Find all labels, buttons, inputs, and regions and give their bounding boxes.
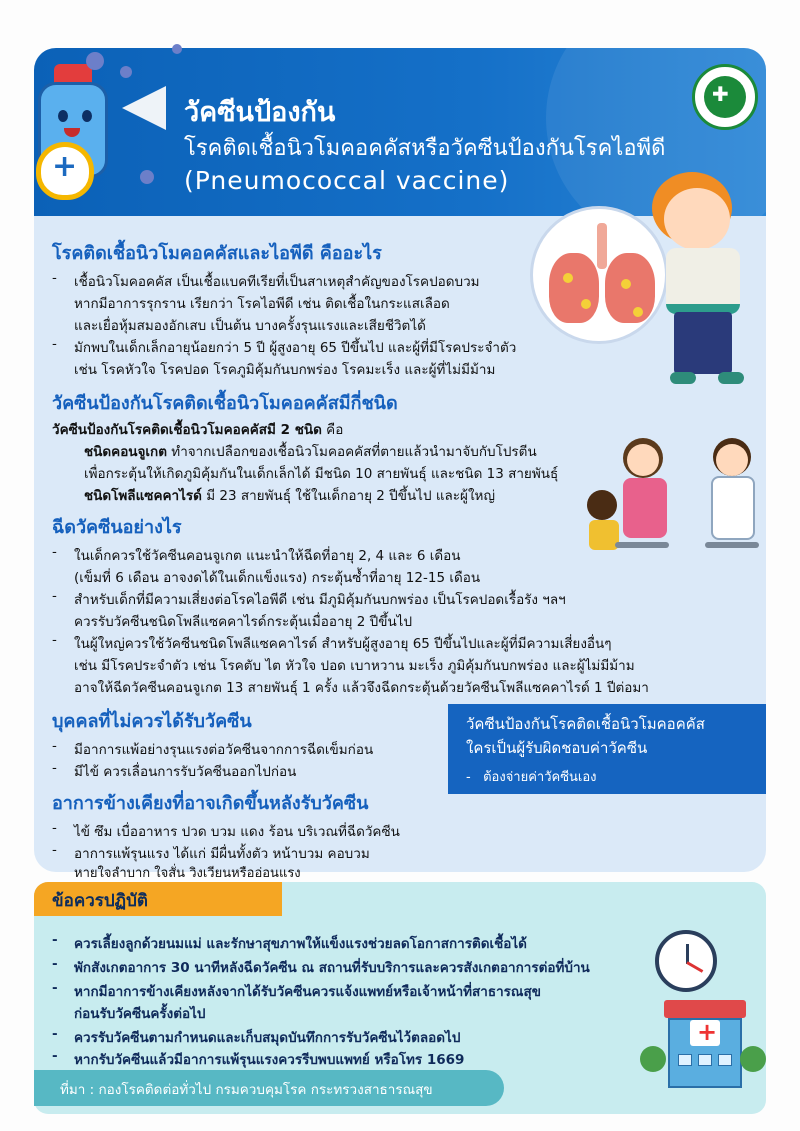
what-item-1-line-2: หากมีอาการรุกราน เรียกว่า โรคไอพีดี เช่น ติดเชื้อในกระแสเลือด xyxy=(74,296,450,312)
vial-cap xyxy=(54,64,92,84)
types-conjugate-line-1: ชนิดคอนจูเกต ทำจากเปลือกของเชื้อนิวโมคอคคัสที่ตายแล้วนำมาจับกับโปรตีน xyxy=(84,444,537,460)
cost-info-box xyxy=(448,704,766,794)
megaphone-icon xyxy=(118,82,172,132)
bullet-dash: - xyxy=(52,588,57,604)
section-title-contraindication: บุคคลที่ไม่ควรได้รับวัคซีน xyxy=(52,711,252,732)
bullet-dash: - xyxy=(52,842,57,858)
how-item-3-line-3: อาจให้ฉีดวัคซีนคอนจูเกต 13 สายพันธุ์ 1 ครั้ง แล้วจึงฉีดกระตุ้นด้วยวัคซีนโพลีแซคคาไรด์ 1 ปีต่อมา xyxy=(74,680,649,696)
section-title-side-effects: อาการข้างเคียงที่อาจเกิดขึ้นหลังรับวัคซีน xyxy=(52,793,369,814)
practice-item-4: ควรรับวัคซีนตามกำหนดและเก็บสมุดบันทึกการรับวัคซีนไว้ตลอดไป xyxy=(74,1030,461,1046)
side-item-2-line-2: หายใจลำบาก ใจสั่น วิงเวียนหรืออ่อนแรง xyxy=(74,866,301,881)
bullet-dash: - xyxy=(52,956,58,972)
bullet-dash: - xyxy=(52,760,57,776)
practice-item-3-line-2: ก่อนรับวัคซีนครั้งต่อไป xyxy=(74,1006,206,1022)
germ-icon xyxy=(120,66,132,78)
cost-box-title-2: ใครเป็นผู้รับผิดชอบค่าวัคซีน xyxy=(466,739,648,757)
how-item-3-line-2: เช่น มีโรคประจำตัว เช่น โรคตับ ไต หัวใจ ปอด เบาหวาน มะเร็ง ภูมิคุ้มกันบกพร่อง และผู้ไม่มีม้าม xyxy=(74,658,635,674)
ministry-logo-icon: ✚ xyxy=(692,64,758,130)
germ-icon xyxy=(172,44,182,54)
bullet-dash: - xyxy=(52,1026,58,1042)
tree-icon xyxy=(640,1046,666,1072)
hospital-icon: + xyxy=(654,1000,754,1090)
types-conjugate-line-2: เพื่อกระตุ้นให้เกิดภูมิคุ้มกันในเด็กเล็กได้ มีชนิด 10 สายพันธุ์ และชนิด 13 สายพันธุ์ xyxy=(84,466,559,482)
types-polysaccharide: ชนิดโพลีแซคคาไรด์ มี 23 สายพันธุ์ ใช้ในเด็กอายุ 2 ปีขึ้นไป และผู้ใหญ่ xyxy=(84,488,495,504)
bullet-dash: - xyxy=(52,270,57,286)
cost-box-title-1: วัคซีนป้องกันโรคติดเชื้อนิวโมคอคคัส xyxy=(466,715,705,733)
bullet-dash: - xyxy=(52,738,57,754)
lungs-icon xyxy=(530,206,668,344)
what-item-2-line-1: มักพบในเด็กเล็กอายุน้อยกว่า 5 ปี ผู้สูงอายุ 65 ปีขึ้นไป และผู้ที่มีโรคประจำตัว xyxy=(74,340,517,356)
bullet-dash: - xyxy=(52,632,57,648)
contra-item-1: มีอาการแพ้อย่างรุนแรงต่อวัคซีนจากการฉีดเข็มก่อน xyxy=(74,742,374,758)
mascot-eye xyxy=(58,110,68,122)
tree-icon xyxy=(740,1046,766,1072)
bullet-dash: - xyxy=(52,336,57,352)
doctor-visit-icon xyxy=(575,430,765,570)
what-item-1-line-1: เชื้อนิวโมคอคคัส เป็นเชื้อแบคทีเรียที่เป็นสาเหตุสำคัญของโรคปอดบวม xyxy=(74,274,480,290)
coughing-boy-icon xyxy=(650,168,780,398)
mascot-eye xyxy=(82,110,92,122)
germ-icon xyxy=(140,170,154,184)
source-text: ที่มา : กองโรคติดต่อทั่วไป กรมควบคุมโรค กระทรวงสาธารณสุข xyxy=(60,1082,433,1098)
clock-icon xyxy=(655,930,717,992)
types-intro: วัคซีนป้องกันโรคติดเชื้อนิวโมคอคคัสมี 2 ชนิด คือ xyxy=(52,422,344,438)
shield-icon: + xyxy=(36,142,94,200)
what-item-1-line-3: และเยื่อหุ้มสมองอักเสบ เป็นต้น บางครั้งรุนแรงและเสียชีวิตได้ xyxy=(74,318,426,334)
cost-box-item: - ต้องจ่ายค่าวัคซีนเอง xyxy=(466,770,597,785)
section-title-how: ฉีดวัคซีนอย่างไร xyxy=(52,517,182,538)
practice-item-2: พักสังเกตอาการ 30 นาทีหลังฉีดวัคซีน ณ สถานที่รับบริการและควรสังเกตอาการต่อที่บ้าน xyxy=(74,960,590,976)
bullet-dash: - xyxy=(52,980,58,996)
section-title-types: วัคซีนป้องกันโรคติดเชื้อนิวโมคอคคัสมีกี่ชนิด xyxy=(52,393,398,414)
how-item-2-line-2: ควรรับวัคซีนชนิดโพลีแซคคาไรด์กระตุ้นเมื่ออายุ 2 ปีขึ้นไป xyxy=(74,614,413,630)
practice-title-tab xyxy=(34,882,282,916)
page-title: วัคซีนป้องกัน xyxy=(184,97,336,128)
how-item-1-line-1: ในเด็กควรใช้วัคซีนคอนจูเกต แนะนำให้ฉีดที่อายุ 2, 4 และ 6 เดือน xyxy=(74,548,461,564)
how-item-3-line-1: ในผู้ใหญ่ควรใช้วัคซีนชนิดโพลีแซคคาไรด์ สำหรับผู้สูงอายุ 65 ปีขึ้นไปและผู้ที่มีความเสี่ยงอื่นๆ xyxy=(74,636,612,652)
how-item-1-line-2: (เข็มที่ 6 เดือน อาจงดได้ในเด็กแข็งแรง) กระตุ้นซ้ำที่อายุ 12-15 เดือน xyxy=(74,570,481,586)
page-subtitle: โรคติดเชื้อนิวโมคอคคัสหรือวัคซีนป้องกันโรคไอพีดี xyxy=(184,136,666,161)
side-item-2-line-1: อาการแพ้รุนแรง ได้แก่ มีผื่นทั้งตัว หน้าบวม คอบวม xyxy=(74,846,370,862)
bullet-dash: - xyxy=(52,544,57,560)
bullet-dash: - xyxy=(52,932,58,948)
practice-item-1: ควรเลี้ยงลูกด้วยนมแม่ และรักษาสุขภาพให้แข็งแรงช่วยลดโอกาสการติดเชื้อได้ xyxy=(74,936,527,952)
practice-title: ข้อควรปฏิบัติ xyxy=(52,891,148,911)
what-item-2-line-2: เช่น โรคหัวใจ โรคปอด โรคภูมิคุ้มกันบกพร่อง โรคมะเร็ง และผู้ที่ไม่มีม้าม xyxy=(74,362,496,378)
side-item-1: ไข้ ซึม เบื่ออาหาร ปวด บวม แดง ร้อน บริเวณที่ฉีดวัคซีน xyxy=(74,824,400,840)
section-title-what: โรคติดเชื้อนิวโมคอคคัสและไอพีดี คืออะไร xyxy=(52,243,382,264)
page-subtitle-english: (Pneumococcal vaccine) xyxy=(184,166,510,195)
bullet-dash: - xyxy=(52,1048,58,1064)
contra-item-2: มีไข้ ควรเลื่อนการรับวัคซีนออกไปก่อน xyxy=(74,764,297,780)
practice-item-3-line-1: หากมีอาการข้างเคียงหลังจากได้รับวัคซีนควรแจ้งแพทย์หรือเจ้าหน้าที่สาธารณสุข xyxy=(74,984,541,1000)
practice-item-5: หากรับวัคซีนแล้วมีอาการแพ้รุนแรงควรรีบพบแพทย์ หรือโทร 1669 xyxy=(74,1052,465,1068)
source-banner xyxy=(34,1070,504,1106)
bullet-dash: - xyxy=(52,820,57,836)
germ-icon xyxy=(86,52,104,70)
how-item-2-line-1: สำหรับเด็กที่มีความเสี่ยงต่อโรคไอพีดี เช่น มีภูมิคุ้มกันบกพร่อง เป็นโรคปอดเรื้อรัง ฯลฯ xyxy=(74,592,566,608)
